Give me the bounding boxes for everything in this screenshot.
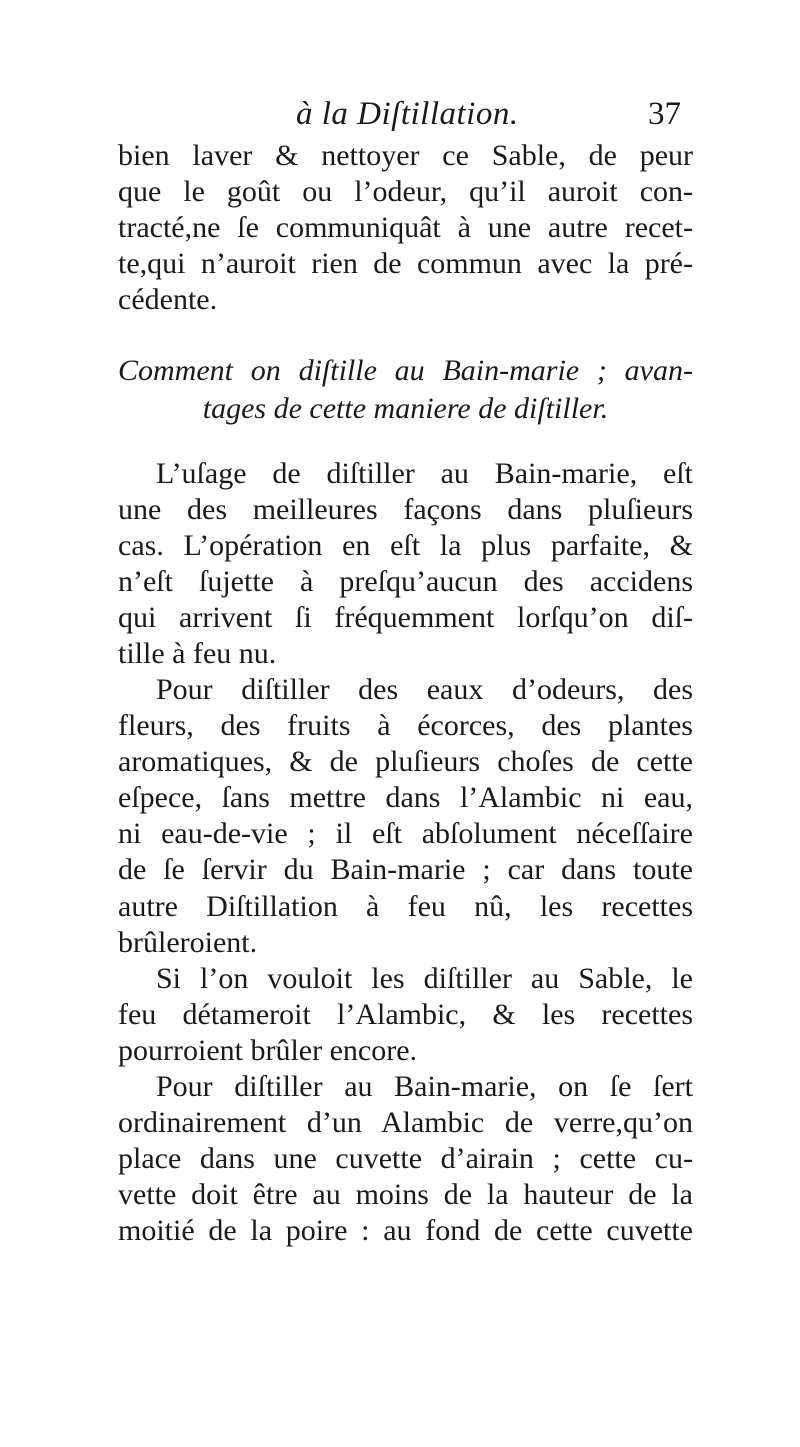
text-line: une des meilleures façons dans pluſieurs — [118, 493, 693, 527]
text-line: moitié de la poire : au fond de cette cuvette — [118, 1214, 693, 1248]
text-line: n’eſt ſujette à preſqu’aucun des accidens — [118, 565, 693, 599]
paragraph-4 — [118, 1069, 693, 1249]
page-number: 37 — [648, 96, 681, 132]
heading-line: Comment on diſtille au Bain-marie ; avan- — [118, 354, 693, 387]
running-title: à la Diſtillation. — [296, 96, 519, 132]
text-line: bien laver & nettoyer ce Sable, de peur — [118, 139, 693, 172]
text-line: feu détameroit l’Alambic, & les recettes — [118, 998, 693, 1032]
text-line: ordinairement d’un Alambic de verre,qu’on — [118, 1106, 693, 1140]
text-line: ni eau-de-vie ; il eſt abſolument néceſſaire — [118, 817, 693, 851]
text-line: te,qui n’auroit rien de commun avec la pré- — [118, 247, 693, 281]
paragraph-2 — [118, 672, 693, 961]
text-line: tille à feu nu. — [118, 637, 277, 671]
intro-paragraph — [118, 138, 693, 318]
text-line: vette doit être au moins de la hauteur de la — [118, 1178, 693, 1212]
text-line: cédente. — [118, 283, 218, 317]
section-heading — [118, 352, 693, 428]
text-line: brûleroient. — [118, 925, 258, 959]
running-head — [0, 96, 800, 140]
text-line: de ſe ſervir du Bain-marie ; car dans toute — [118, 853, 693, 887]
text-line: eſpece, ſans mettre dans l’Alambic ni eau, — [118, 781, 693, 815]
text-line: aromatiques, & de pluſieurs choſes de cette — [118, 745, 693, 779]
text-line: fleurs, des fruits à écorces, des plantes — [118, 709, 693, 743]
text-line: L’uſage de diſtiller au Bain-marie, eſt — [156, 457, 693, 490]
text-line: Pour diſtiller des eaux d’odeurs, des — [156, 673, 693, 706]
text-line: pourroient brûler encore. — [118, 1034, 418, 1068]
text-line: Pour diſtiller au Bain-marie, on ſe ſert — [156, 1070, 693, 1103]
text-line: tracté,ne ſe communiquât à une autre recet- — [118, 211, 693, 245]
text-line: place dans une cuvette d’airain ; cette cu- — [118, 1142, 693, 1176]
paragraph-1 — [118, 456, 693, 673]
text-line: autre Diſtillation à feu nû, les recettes — [118, 889, 693, 923]
heading-line: tages de cette maniere de diſtiller. — [202, 392, 609, 425]
text-line: que le goût ou l’odeur, qu’il auroit con- — [118, 175, 693, 209]
text-line: cas. L’opération en eſt la plus parfaite, & — [118, 529, 693, 563]
text-line: Si l’on vouloit les diſtiller au Sable, le — [156, 962, 693, 995]
text-line: qui arrivent ſi fréquemment lorſqu’on diſ- — [118, 601, 693, 635]
paragraph-3 — [118, 961, 693, 1069]
